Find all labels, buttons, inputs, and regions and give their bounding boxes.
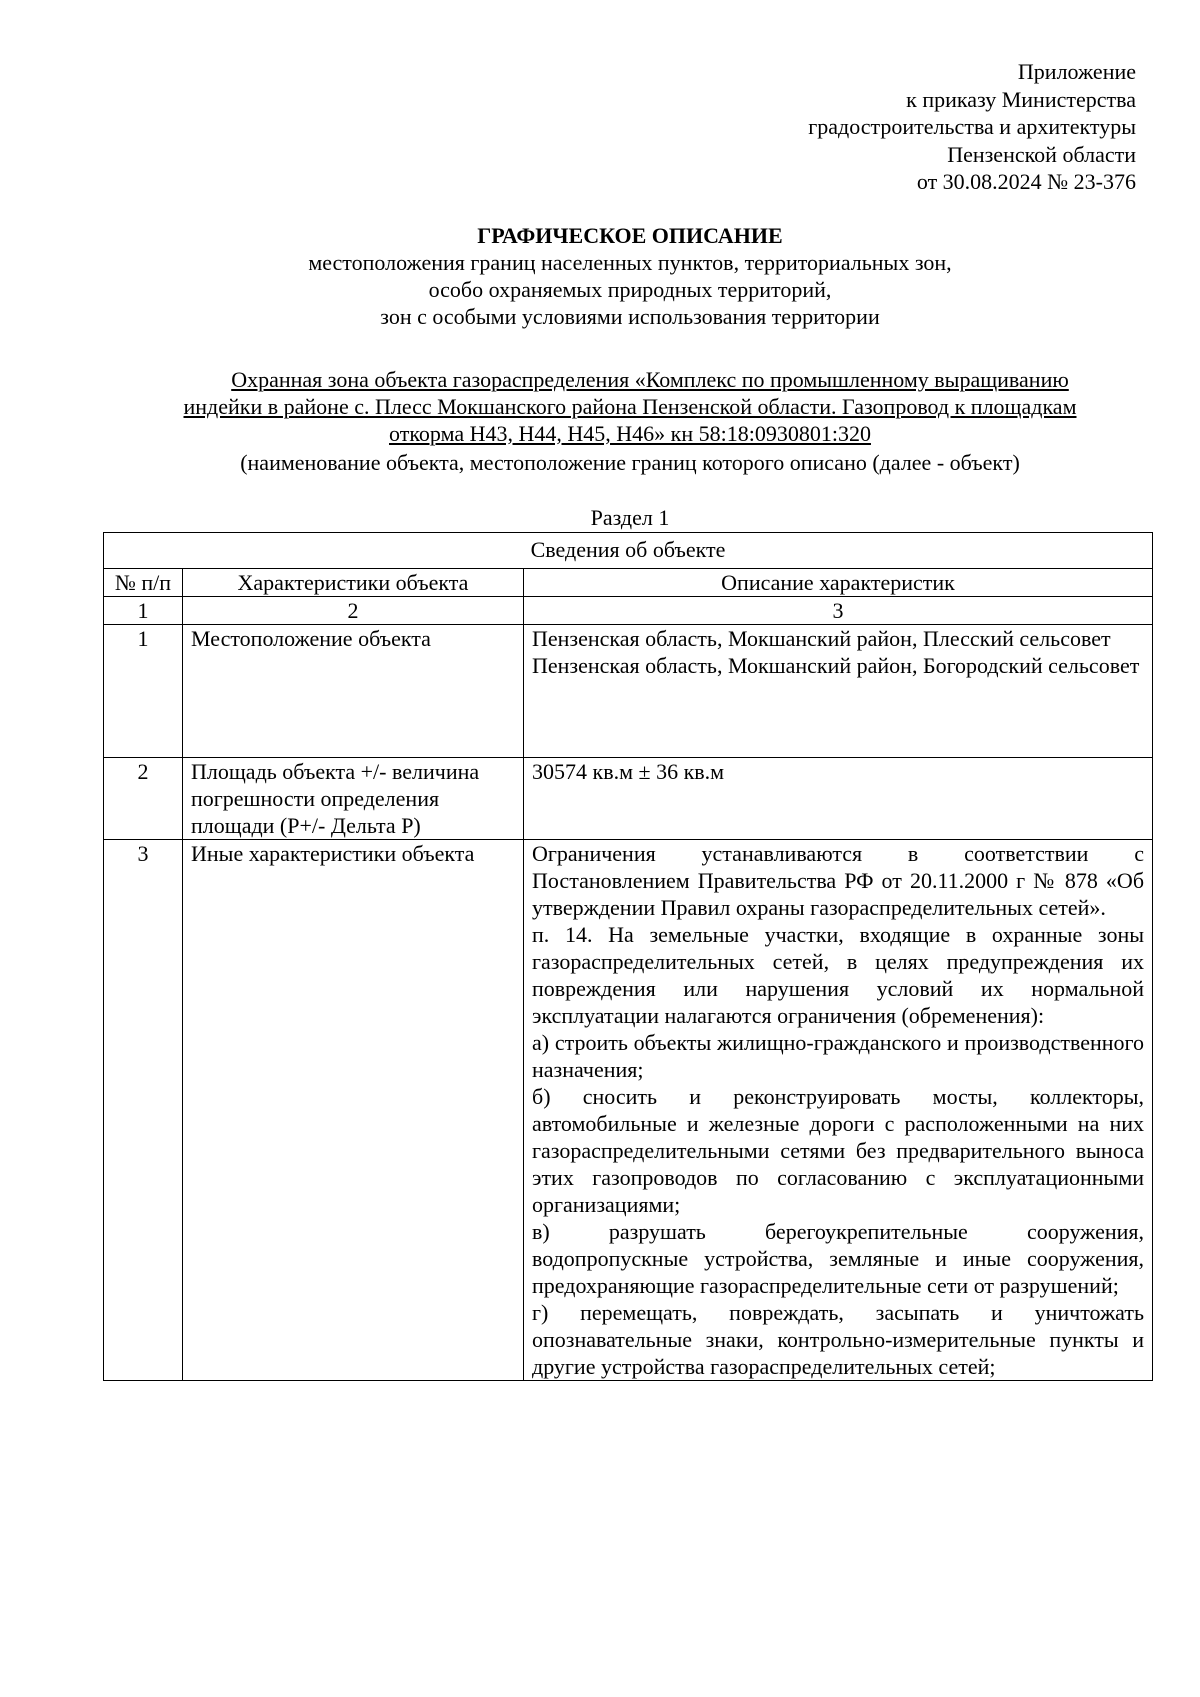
document-title: ГРАФИЧЕСКОЕ ОПИСАНИЕ bbox=[477, 223, 783, 248]
row-description bbox=[524, 840, 1153, 1381]
row-description bbox=[524, 758, 1153, 840]
column-number: 1 bbox=[104, 597, 183, 625]
table-title: Сведения об объекте bbox=[104, 533, 1153, 569]
subtitle-line: зон с особыми условиями использования территории bbox=[380, 304, 880, 329]
row-characteristic: Площадь объекта +/- величина погрешности определения площади (Р+/- Дельта Р) bbox=[183, 758, 524, 840]
table-row bbox=[104, 758, 1153, 840]
row-characteristic: Местоположение объекта bbox=[183, 625, 524, 758]
object-name-line: индейки в районе с. Плесс Мокшанского района Пензенской области. Газопровод к площадкам bbox=[183, 394, 1077, 419]
header-characteristic: Характеристики объекта bbox=[183, 569, 524, 597]
row-characteristic: Иные характеристики объекта bbox=[183, 840, 524, 1381]
table-row bbox=[104, 625, 1153, 758]
annex-line: Пензенской области bbox=[947, 141, 1136, 167]
description-paragraph: 30574 кв.м ± 36 кв.м bbox=[532, 759, 725, 784]
document-heading bbox=[104, 222, 1156, 330]
description-paragraph: Ограничения устанавливаются в соответствии с Постановлением Правительства РФ от 20.11.2000 г № 878 «Об утверждении Правил охраны газораспределительных сетей». bbox=[532, 841, 1145, 920]
table-row bbox=[104, 840, 1153, 1381]
object-name-caption: (наименование объекта, местоположение границ которого описано (далее - объект) bbox=[240, 450, 1020, 475]
annex-line: градостроительства и архитектуры bbox=[808, 114, 1136, 139]
header-num: № п/п bbox=[104, 569, 183, 597]
description-paragraph: б) сносить и реконструировать мосты, коллекторы, автомобильные и железные дороги с расположенными на них газораспределительными сетями без предварительного выноса этих газопроводов по согласованию с эксплуатационными организациями; bbox=[532, 1084, 1145, 1217]
description-paragraph: п. 14. На земельные участки, входящие в охранные зоны газораспределительных сетей, в целях предупреждения их повреждения или нарушения условий их нормальной эксплуатации налагаются ограничения (обременения): bbox=[532, 922, 1145, 1028]
column-number: 3 bbox=[524, 597, 1153, 625]
object-name-block bbox=[104, 366, 1156, 476]
row-num: 2 bbox=[104, 758, 183, 840]
section-label: Раздел 1 bbox=[590, 505, 670, 530]
object-name-line: Охранная зона объекта газораспределения «Комплекс по промышленному выращиванию bbox=[231, 367, 1069, 392]
subtitle-line: особо охраняемых природных территорий, bbox=[428, 277, 832, 302]
object-info-table bbox=[103, 532, 1153, 1381]
annex-block bbox=[616, 58, 1136, 196]
annex-line: Приложение bbox=[1017, 59, 1136, 84]
subtitle-line: местоположения границ населенных пунктов, территориальных зон, bbox=[308, 250, 952, 275]
row-description bbox=[524, 625, 1153, 758]
column-number: 2 bbox=[183, 597, 524, 625]
annex-line: от 30.08.2024 № 23-376 bbox=[916, 169, 1136, 194]
object-name-line: откорма Н43, Н44, Н45, Н46» кн 58:18:0930801:320 bbox=[389, 421, 871, 446]
row-num: 3 bbox=[104, 840, 183, 1381]
annex-line: к приказу Министерства bbox=[906, 86, 1136, 112]
description-paragraph: в) разрушать берегоукрепительные сооружения, водопропускные устройства, земляные и иные сооружения, предохраняющие газораспределительные сети от разрушений; bbox=[532, 1219, 1145, 1298]
row-num: 1 bbox=[104, 625, 183, 758]
description-paragraph: г) перемещать, повреждать, засыпать и уничтожать опознавательные знаки, контрольно-измерительные пункты и другие устройства газораспределительных сетей; bbox=[532, 1300, 1145, 1379]
description-paragraph: а) строить объекты жилищно-гражданского и производственного назначения; bbox=[532, 1030, 1145, 1082]
header-description: Описание характеристик bbox=[524, 569, 1153, 597]
description-paragraph: Пензенская область, Мокшанский район, Богородский сельсовет bbox=[532, 653, 1140, 678]
description-paragraph: Пензенская область, Мокшанский район, Плесский сельсовет bbox=[532, 626, 1111, 651]
